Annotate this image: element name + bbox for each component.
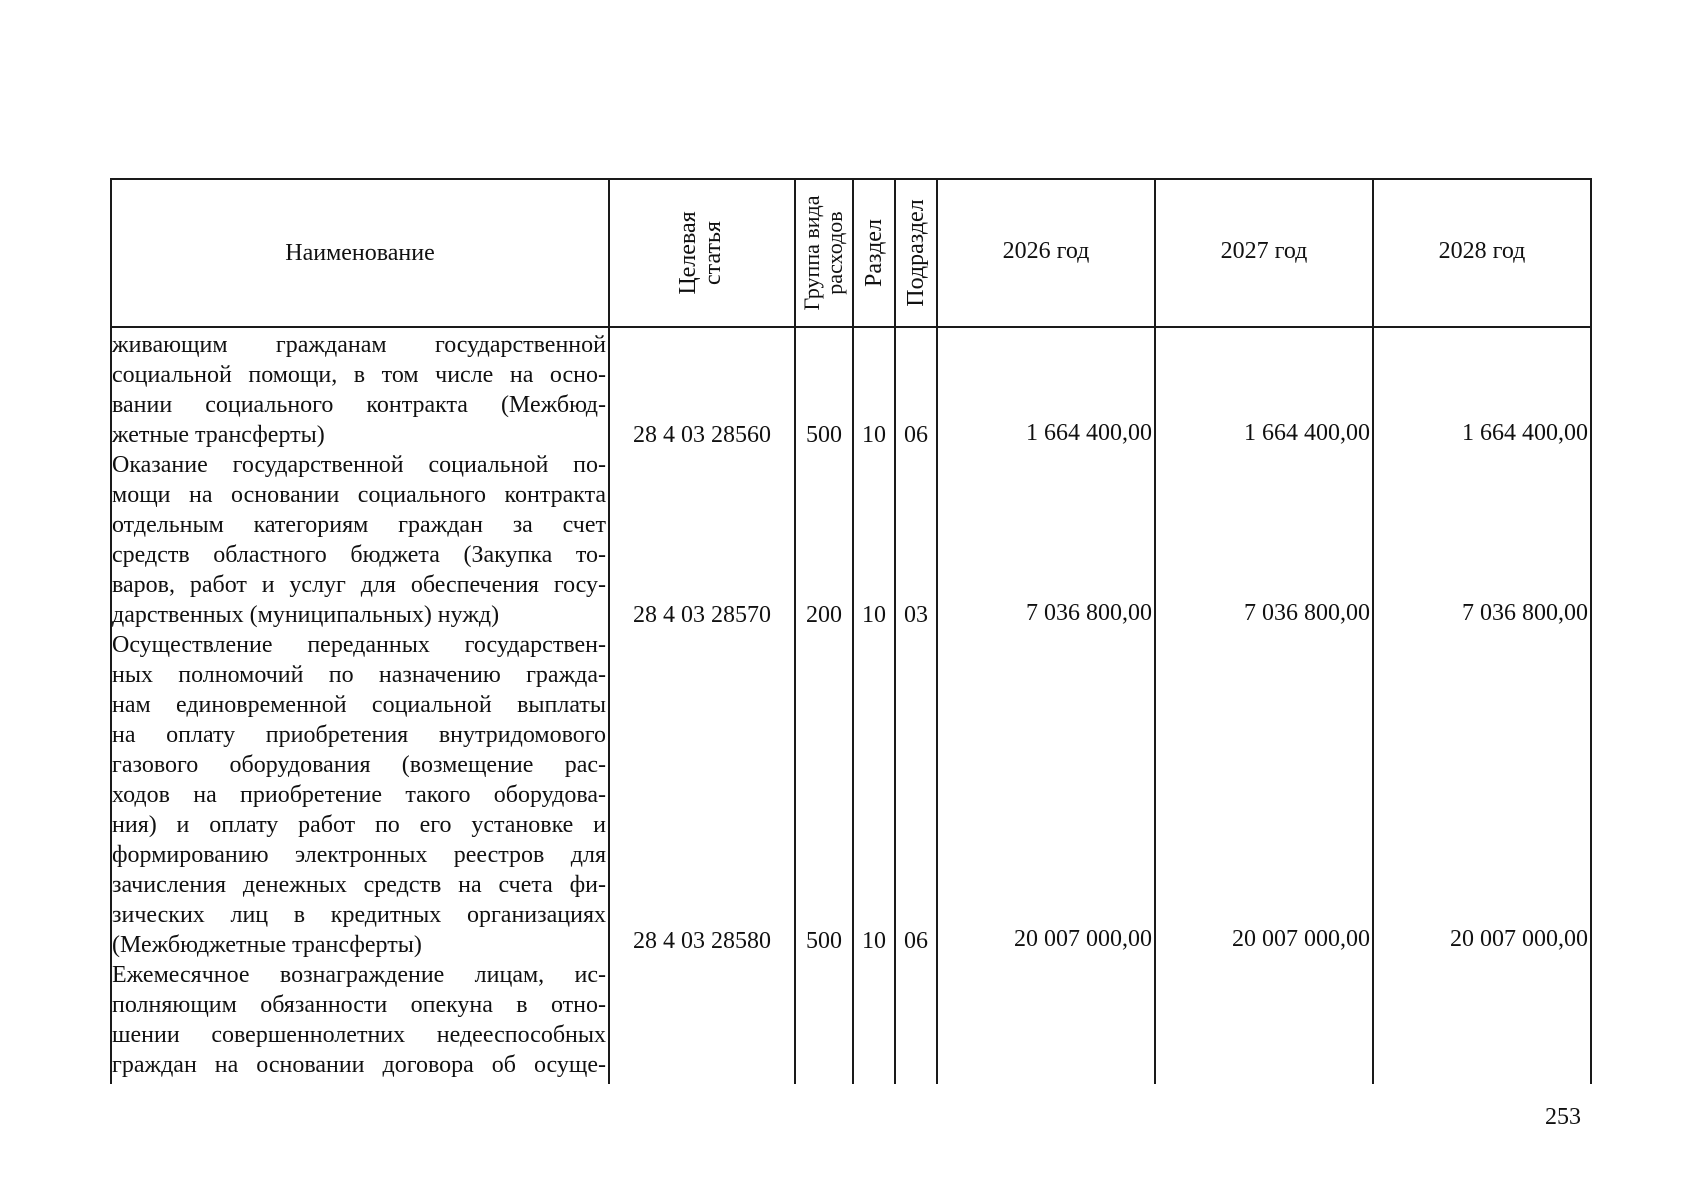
description-line: газового оборудования (возмещение рас-	[112, 752, 606, 778]
amount-2028-cell: 20 007 000,00	[1450, 926, 1588, 952]
description-line: полняющим обязанности опекуна в отно-	[112, 992, 606, 1018]
header-bottom-border	[110, 326, 1592, 328]
description-line: зачисления денежных средств на счета фи-	[112, 872, 606, 898]
amount-2028-cell: 7 036 800,00	[1462, 600, 1588, 626]
amount-2026-cell: 1 664 400,00	[1026, 420, 1152, 446]
target-article-cell: 28 4 03 28570	[633, 602, 771, 628]
description-line: варов, работ и услуг для обеспечения госу-	[112, 572, 606, 598]
description-line: ния) и оплату работ по его установке и	[112, 812, 606, 838]
description-line: вании социального контракта (Межбюд-	[112, 392, 606, 418]
header-section: Раздел	[860, 219, 887, 287]
row-description	[112, 960, 606, 1080]
header-subsection: Подраздел	[902, 199, 929, 307]
header-expense-group: Группа вида расходов	[799, 195, 847, 311]
description-line: Осуществление переданных государствен-	[112, 632, 606, 658]
expense-group-cell: 500	[806, 928, 842, 954]
section-cell: 10	[862, 422, 886, 448]
row-description	[112, 330, 606, 450]
description-line: зических лиц в кредитных организациях	[112, 902, 606, 928]
description-line: ходов на приобретение такого оборудова-	[112, 782, 606, 808]
header-year-2026: 2026 год	[1002, 238, 1090, 264]
amount-2026-cell: 7 036 800,00	[1026, 600, 1152, 626]
row-description	[112, 450, 606, 630]
amount-2027-cell: 20 007 000,00	[1232, 926, 1370, 952]
col-border-right	[1590, 178, 1592, 1084]
section-cell: 10	[862, 602, 886, 628]
target-article-cell: 28 4 03 28560	[633, 422, 771, 448]
target-article-cell: 28 4 03 28580	[633, 928, 771, 954]
header-year-2028: 2028 год	[1438, 238, 1526, 264]
description-line: (Межбюджетные трансферты)	[112, 932, 422, 958]
row-description	[112, 630, 606, 960]
description-line: средств областного бюджета (Закупка то-	[112, 542, 606, 568]
description-line: жетные трансферты)	[112, 422, 325, 448]
description-line: дарственных (муниципальных) нужд)	[112, 602, 500, 628]
header-target-article: Целевая статья	[675, 211, 726, 295]
description-line: ных полномочий по назначению гражда-	[112, 662, 606, 688]
description-line: нам единовременной социальной выплаты	[112, 692, 606, 718]
description-line: отдельным категориям граждан за счет	[112, 512, 606, 538]
description-line: социальной помощи, в том числе на осно-	[112, 362, 606, 388]
description-line: Ежемесячное вознаграждение лицам, ис-	[112, 962, 606, 988]
amount-2026-cell: 20 007 000,00	[1014, 926, 1152, 952]
section-cell: 10	[862, 928, 886, 954]
description-line: живающим гражданам государственной	[112, 332, 606, 358]
expense-group-cell: 200	[806, 602, 842, 628]
page-number: 253	[1545, 1104, 1581, 1130]
amount-2027-cell: 7 036 800,00	[1244, 600, 1370, 626]
subsection-cell: 06	[904, 928, 928, 954]
amount-2027-cell: 1 664 400,00	[1244, 420, 1370, 446]
amount-2028-cell: 1 664 400,00	[1462, 420, 1588, 446]
header-name: Наименование	[285, 240, 435, 266]
description-line: на оплату приобретения внутридомового	[112, 722, 606, 748]
description-line: граждан на основании договора об осуще-	[112, 1052, 606, 1078]
description-line: формированию электронных реестров для	[112, 842, 606, 868]
header-year-2027: 2027 год	[1220, 238, 1308, 264]
expense-group-cell: 500	[806, 422, 842, 448]
description-line: шении совершеннолетних недееспособных	[112, 1022, 606, 1048]
budget-table	[110, 178, 1592, 1084]
description-line: мощи на основании социального контракта	[112, 482, 606, 508]
subsection-cell: 06	[904, 422, 928, 448]
description-line: Оказание государственной социальной по-	[112, 452, 606, 478]
subsection-cell: 03	[904, 602, 928, 628]
